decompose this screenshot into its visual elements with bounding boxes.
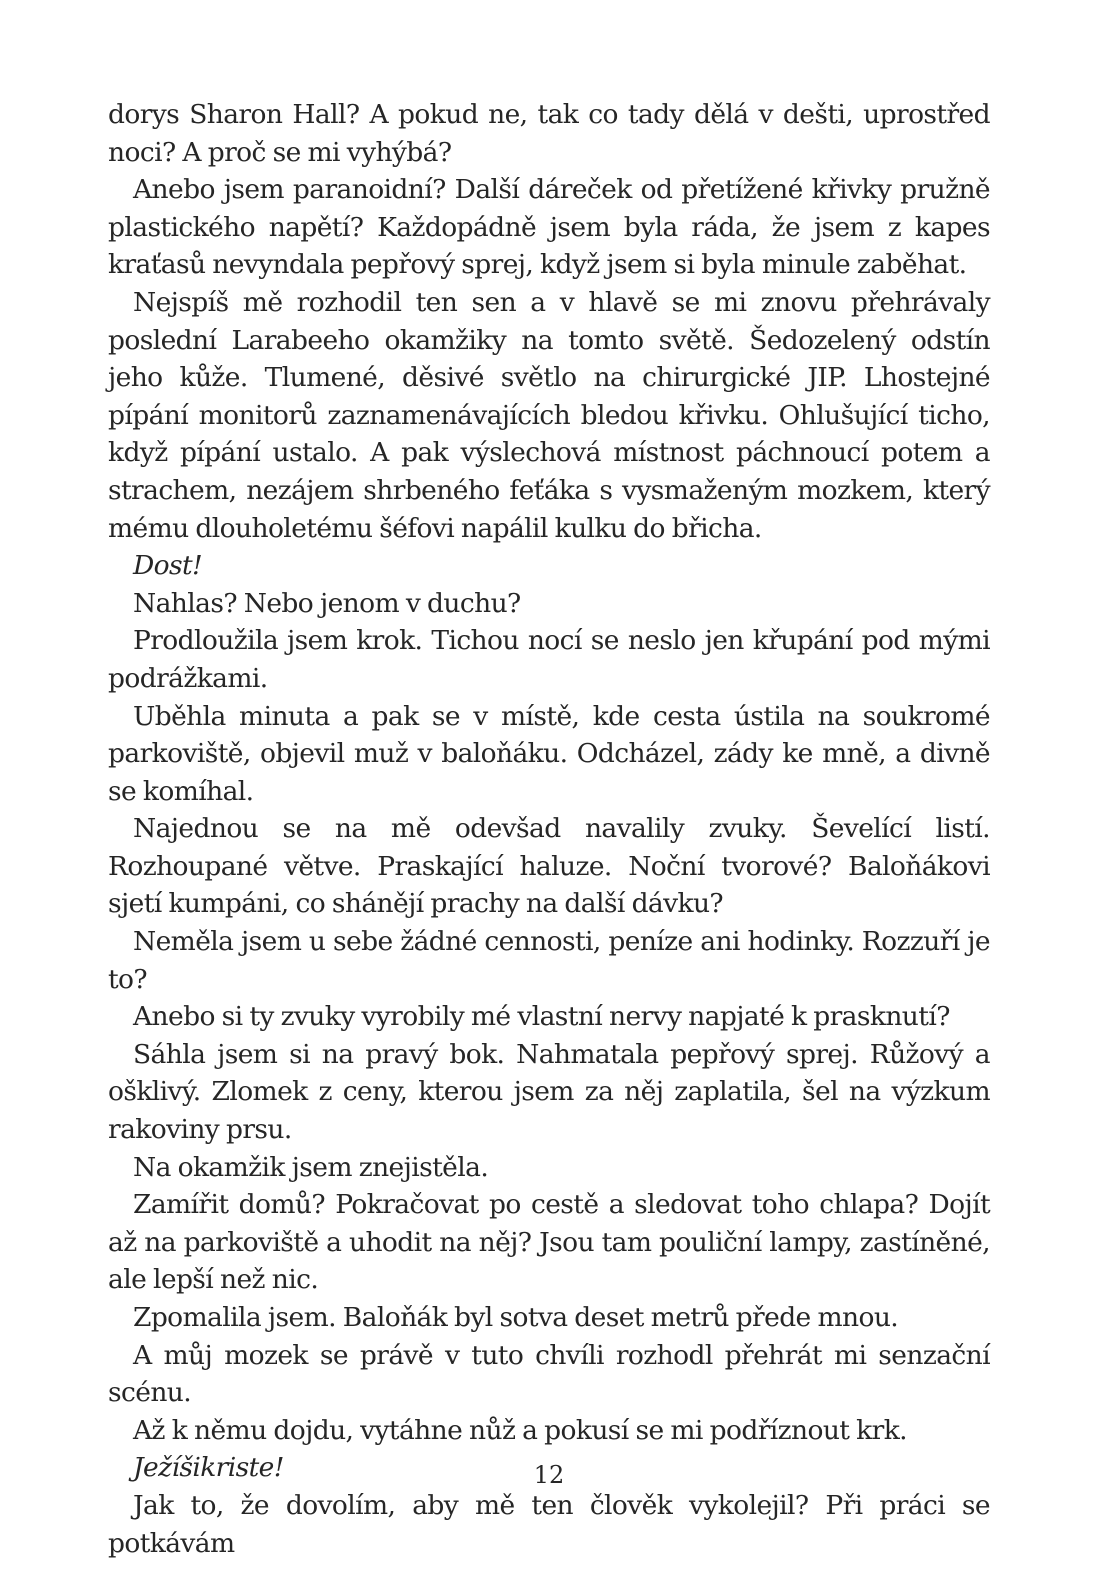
paragraph: Až k němu dojdu, vytáhne nůž a pokusí se mi podříznout krk. xyxy=(133,1414,907,1446)
book-page xyxy=(108,96,990,1559)
paragraph: Na okamžik jsem znejistěla. xyxy=(133,1151,489,1183)
paragraph: Dost! xyxy=(133,550,203,582)
paragraph: Anebo jsem paranoidní? Další dáreček od přetížené křivky pružně plastického napětí? Každopádně jsem byla ráda, že jsem z kapes kraťasů nevyndala pepřový sprej, když jsem si byla minule zaběhat. xyxy=(108,174,990,281)
body-text xyxy=(108,96,990,1562)
paragraph: Nejspíš mě rozhodil ten sen a v hlavě se mi znovu přehrávaly poslední Larabeeho okamžiky na tomto světě. Šedozelený odstín jeho kůže. Tlumené, děsivé světlo na chirurgické JIP. Lhostejné pípání monitorů zaznamenávajících bledou křivku. Ohlušující ticho, když pípání ustalo. A pak výslechová místnost páchnoucí potem a strachem, nezájem shrbeného feťáka s vysmaženým mozkem, který mému dlouholetému šéfovi napálil kulku do břicha. xyxy=(108,286,990,544)
paragraph: Neměla jsem u sebe žádné cennosti, peníze ani hodinky. Rozzuří je to? xyxy=(108,926,990,995)
paragraph: Prodloužila jsem krok. Tichou nocí se neslo jen křupání pod mými podrážkami. xyxy=(108,625,990,694)
paragraph: Ježíšikriste! xyxy=(133,1452,284,1484)
paragraph: Zpomalila jsem. Baloňák byl sotva deset metrů přede mnou. xyxy=(133,1302,899,1333)
paragraph: Uběhla minuta a pak se v místě, kde cesta ústila na soukromé parkoviště, objevil muž v baloňáku. Odcházel, zády ke mně, a divně se komíhal. xyxy=(108,700,990,807)
paragraph: dorys Sharon Hall? A pokud ne, tak co tady dělá v dešti, uprostřed noci? A proč se mi vyhýbá? xyxy=(108,99,990,168)
paragraph: Zamířit domů? Pokračovat po cestě a sledovat toho chlapa? Dojít až na parkoviště a uhodit na něj? Jsou tam pouliční lampy, zastíněné, ale lepší než nic. xyxy=(108,1189,990,1296)
paragraph: A můj mozek se právě v tuto chvíli rozhodl přehrát mi senzační scénu. xyxy=(108,1339,990,1409)
paragraph: Anebo si ty zvuky vyrobily mé vlastní nervy napjaté k prasknutí? xyxy=(133,1001,950,1033)
paragraph: Nahlas? Nebo jenom v duchu? xyxy=(133,587,521,619)
paragraph: Sáhla jsem si na pravý bok. Nahmatala pepřový sprej. Růžový a ošklivý. Zlomek z ceny, kterou jsem za něj zaplatila, šel na výzkum rakoviny prsu. xyxy=(108,1038,990,1146)
paragraph: Najednou se na mě odevšad navalily zvuky. Ševelící listí. Rozhoupané větve. Praskající haluze. Noční tvorové? Baloňákovi sjetí kumpáni, co shánějí prachy na další dávku? xyxy=(108,813,990,920)
page-number: 12 xyxy=(533,1461,565,1489)
paragraph: Jak to, že dovolím, aby mě ten člověk vykolejil? Při práci se potkávám xyxy=(108,1489,990,1559)
